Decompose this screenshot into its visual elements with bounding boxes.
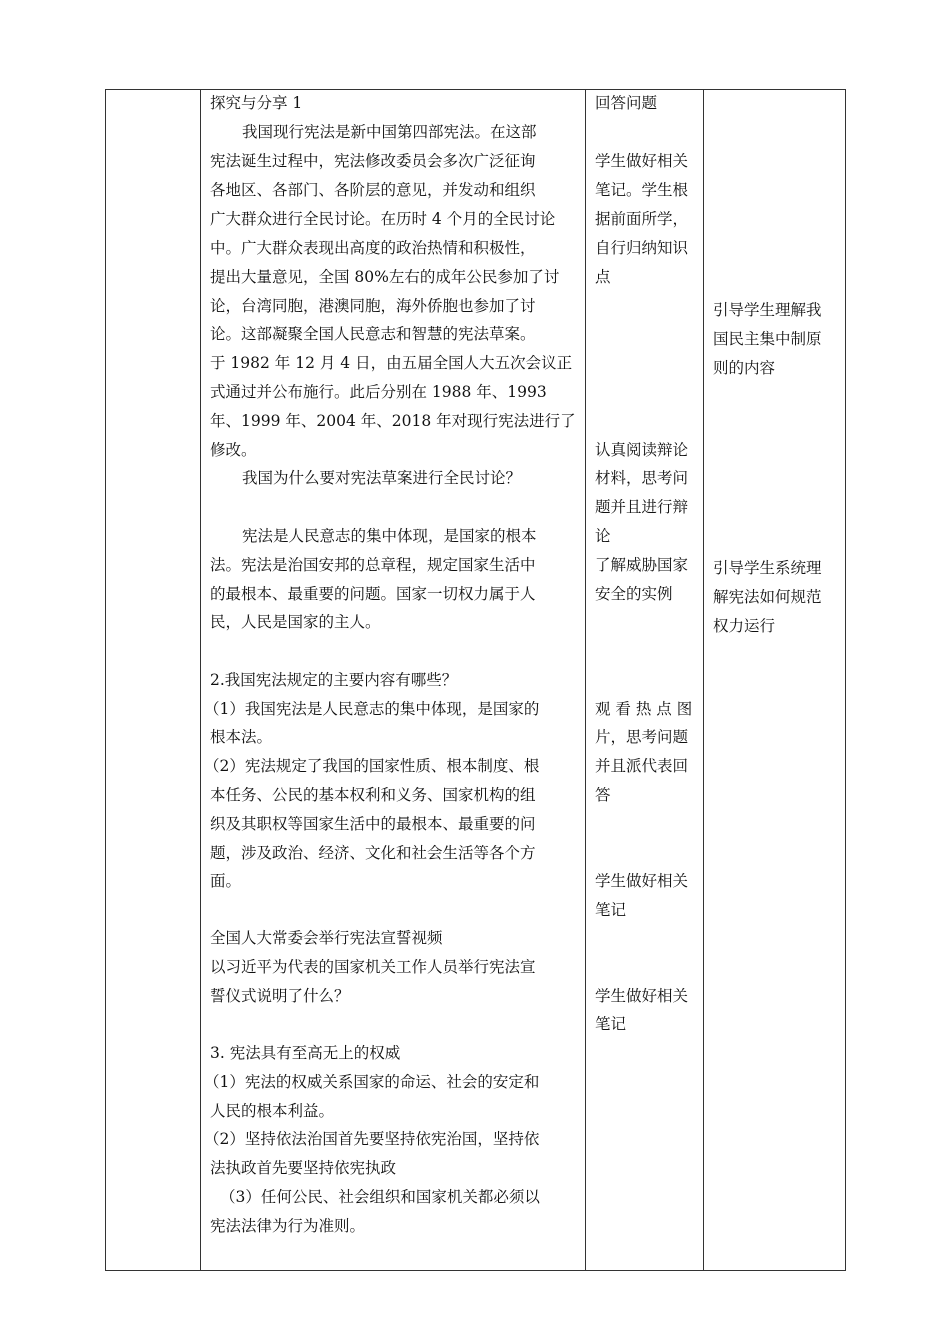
intent-line: 权力运行 bbox=[713, 617, 776, 635]
content-line: 的最根本、最重要的问题。国家一切权力属于人 bbox=[210, 585, 536, 603]
student-line: 材料，思考问 bbox=[595, 469, 689, 487]
content-heading: 2.我国宪法规定的主要内容有哪些？ bbox=[210, 671, 458, 689]
student-line: 了解威胁国家 bbox=[595, 556, 689, 574]
intent-line: 引导学生理解我 bbox=[713, 301, 822, 319]
content-line: 法执政首先要坚持依宪执政 bbox=[210, 1159, 397, 1177]
content-line: 中。广大群众表现出高度的政治热情和积极性， bbox=[210, 239, 536, 257]
content-line: （2）宪法规定了我国的国家性质、根本制度、根 bbox=[204, 757, 540, 775]
intent-line: 解宪法如何规范 bbox=[713, 588, 822, 606]
content-line: 宪法是人民意志的集中体现，是国家的根本 bbox=[242, 527, 537, 545]
student-line: 学生做好相关 bbox=[595, 987, 689, 1005]
content-line: 于 1982 年 12 月 4 日，由五届全国人大五次会议正 bbox=[210, 354, 573, 372]
student-line: 自行归纳知识 bbox=[595, 239, 689, 257]
content-line: 论，台湾同胞，港澳同胞，海外侨胞也参加了讨 bbox=[210, 297, 536, 315]
content-line: 论。这部凝聚全国人民意志和智慧的宪法草案。 bbox=[210, 325, 536, 343]
student-line: 笔记。学生根 bbox=[595, 181, 689, 199]
intent-line: 则的内容 bbox=[713, 359, 776, 377]
content-line: （2）坚持依法治国首先要坚持依宪治国，坚持依 bbox=[204, 1130, 540, 1148]
content-line: 提出大量意见，全国 80%左右的成年公民参加了讨 bbox=[210, 268, 560, 286]
student-line: 认真阅读辩论 bbox=[595, 441, 689, 459]
student-line: 答 bbox=[595, 786, 611, 804]
content-line: 本任务、公民的基本权利和义务、国家机构的组 bbox=[210, 786, 536, 804]
content-line: 全国人大常委会举行宪法宣誓视频 bbox=[210, 929, 443, 947]
content-line: 探究与分享 1 bbox=[210, 94, 303, 112]
student-line: 据前面所学， bbox=[595, 210, 689, 228]
content-line: 以习近平为代表的国家机关工作人员举行宪法宣 bbox=[210, 958, 536, 976]
content-line: 修改。 bbox=[210, 441, 257, 459]
content-line: 式通过并公布施行。此后分别在 1988 年、1993 bbox=[210, 383, 547, 401]
intent-line: 引导学生系统理 bbox=[713, 559, 822, 577]
student-line: 点 bbox=[595, 268, 611, 286]
content-line: 广大群众进行全民讨论。在历时 4 个月的全民讨论 bbox=[210, 210, 556, 228]
content-heading: 3. 宪法具有至高无上的权威 bbox=[210, 1044, 401, 1062]
content-line: 各地区、各部门、各阶层的意见，并发动和组织 bbox=[210, 181, 536, 199]
content-line: 题，涉及政治、经济、文化和社会生活等各个方 bbox=[210, 844, 536, 862]
content-cell bbox=[200, 90, 585, 1270]
content-line: 誓仪式说明了什么？ bbox=[210, 987, 350, 1005]
student-line: 观 看 热 点 图 bbox=[595, 700, 693, 718]
content-line: 法。宪法是治国安邦的总章程，规定国家生活中 bbox=[210, 556, 536, 574]
content-line: 织及其职权等国家生活中的最根本、最重要的问 bbox=[210, 815, 536, 833]
content-line: 我国现行宪法是新中国第四部宪法。在这部 bbox=[242, 123, 537, 141]
content-line: 宪法法律为行为准则。 bbox=[210, 1217, 366, 1235]
content-line: 面。 bbox=[210, 872, 242, 890]
student-line: 学生做好相关 bbox=[595, 152, 689, 170]
content-line: 根本法。 bbox=[210, 728, 273, 746]
student-line: 片，思考问题 bbox=[595, 728, 689, 746]
student-line: 回答问题 bbox=[595, 94, 658, 112]
content-line: 宪法诞生过程中，宪法修改委员会多次广泛征询 bbox=[210, 152, 536, 170]
student-activity-cell bbox=[585, 90, 703, 1270]
student-line: 学生做好相关 bbox=[595, 872, 689, 890]
student-line: 安全的实例 bbox=[595, 585, 673, 603]
student-line: 笔记 bbox=[595, 1015, 627, 1033]
student-line: 论 bbox=[595, 527, 611, 545]
content-line: （1）我国宪法是人民意志的集中体现，是国家的 bbox=[204, 700, 540, 718]
content-line: （3）任何公民、社会组织和国家机关都必须以 bbox=[220, 1188, 540, 1206]
student-line: 题并且进行辩 bbox=[595, 498, 689, 516]
lesson-plan-table bbox=[105, 89, 846, 1271]
content-line: （1）宪法的权威关系国家的命运、社会的安定和 bbox=[204, 1073, 540, 1091]
stage-cell bbox=[106, 90, 200, 1270]
content-question: 我国为什么要对宪法草案进行全民讨论？ bbox=[242, 469, 522, 487]
content-line: 人民的根本利益。 bbox=[210, 1102, 335, 1120]
intent-line: 国民主集中制原 bbox=[713, 330, 822, 348]
content-line: 年、1999 年、2004 年、2018 年对现行宪法进行了 bbox=[210, 412, 576, 430]
design-intent-cell bbox=[703, 90, 847, 1270]
student-line: 笔记 bbox=[595, 901, 627, 919]
content-line: 民，人民是国家的主人。 bbox=[210, 613, 381, 631]
student-line: 并且派代表回 bbox=[595, 757, 689, 775]
